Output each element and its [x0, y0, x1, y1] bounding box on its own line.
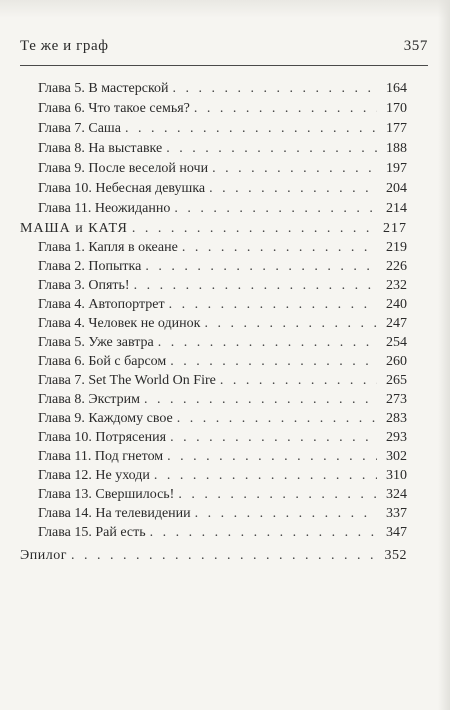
toc-entry-title: Глава 11. Под гнетом — [38, 449, 164, 464]
toc-entry — [38, 390, 407, 410]
toc-entry-title: Глава 8. Экстрим — [38, 392, 140, 407]
dot-leader — [212, 159, 377, 179]
toc-entry — [38, 523, 407, 543]
toc-entry-title: Глава 8. На выставке — [38, 141, 163, 156]
toc-entry-title: Глава 5. Уже завтра — [38, 335, 154, 350]
dot-leader — [71, 546, 377, 566]
toc-part-heading — [20, 219, 407, 239]
toc-entry — [38, 199, 407, 219]
toc-entry — [38, 159, 407, 179]
dot-leader — [170, 352, 377, 372]
toc-entry-page: 310 — [386, 468, 407, 483]
toc-entry — [38, 504, 407, 524]
dot-leader — [132, 219, 377, 239]
toc-entry-title: Глава 15. Рай есть — [38, 525, 146, 540]
toc-entry-title: Глава 7. Set The World On Fire — [38, 373, 216, 388]
toc-entry-page: 226 — [386, 259, 407, 274]
toc-entry-page: 293 — [386, 430, 407, 445]
toc-entry — [38, 99, 407, 119]
toc-entry-title: Глава 2. Попытка — [38, 259, 142, 274]
toc-entry-page: 254 — [386, 335, 407, 350]
toc-entry — [38, 409, 407, 429]
dot-leader — [150, 523, 377, 543]
toc-entry-page: 273 — [386, 392, 407, 407]
part-title-conj: и — [75, 221, 84, 236]
toc-entry-title: Глава 9. После веселой ночи — [38, 161, 209, 176]
dot-leader — [178, 485, 377, 505]
toc-entry-title: Глава 5. В мастерской — [38, 81, 169, 96]
dot-leader — [209, 179, 377, 199]
toc-epilogue — [20, 546, 407, 566]
toc-entry — [38, 295, 407, 315]
toc-entry-page: 188 — [386, 141, 407, 156]
toc-entry-page: 177 — [386, 121, 407, 136]
page-top-shadow — [0, 0, 450, 18]
dot-leader — [166, 139, 377, 159]
toc-entry-title: Глава 6. Бой с барсом — [38, 354, 167, 369]
toc-entry-page: 204 — [386, 181, 407, 196]
dot-leader — [177, 409, 377, 429]
toc-entry — [38, 428, 407, 448]
dot-leader — [194, 99, 377, 119]
toc-entry-title: Глава 3. Опять! — [38, 278, 130, 293]
toc-entry-title: Глава 7. Саша — [38, 121, 121, 136]
toc-entry-title: Глава 12. Не уходи — [38, 468, 150, 483]
toc-entry-page: 337 — [386, 506, 407, 521]
toc-entry-title: Глава 14. На телевидении — [38, 506, 191, 521]
dot-leader — [204, 314, 377, 334]
toc-entry-title: Глава 9. Каждому свое — [38, 411, 173, 426]
toc-entry — [38, 79, 407, 99]
toc-entry — [38, 276, 407, 296]
dot-leader — [170, 428, 377, 448]
dot-leader — [174, 199, 377, 219]
toc-entry — [38, 352, 407, 372]
dot-leader — [144, 390, 377, 410]
toc-entry-page: 283 — [386, 411, 407, 426]
toc-entry-title: Глава 4. Человек не одинок — [38, 316, 201, 331]
dot-leader — [158, 333, 377, 353]
dot-leader — [195, 504, 377, 524]
toc-entry-page: 214 — [386, 201, 407, 216]
running-title: Те же и граф — [20, 38, 109, 54]
toc-entry-page: 347 — [386, 525, 407, 540]
page-number: 357 — [403, 38, 428, 54]
dot-leader — [182, 238, 377, 258]
dot-leader — [125, 119, 377, 139]
toc-entry-page: 197 — [386, 161, 407, 176]
toc-entry — [38, 447, 407, 467]
toc-entry — [38, 179, 407, 199]
toc-entry — [38, 333, 407, 353]
epilogue-page: 352 — [384, 548, 407, 563]
dot-leader — [220, 371, 377, 391]
toc-entry-title: Глава 13. Свершилось! — [38, 487, 175, 502]
dot-leader — [154, 466, 377, 486]
toc-entry — [38, 466, 407, 486]
toc-entry-page: 302 — [386, 449, 407, 464]
toc-entry-page: 164 — [386, 81, 407, 96]
dot-leader — [169, 295, 377, 315]
toc-entry-title: Глава 11. Неожиданно — [38, 201, 171, 216]
toc-entry-title: Глава 10. Потрясения — [38, 430, 167, 445]
page-edge-shadow — [438, 0, 450, 710]
toc-entry-page: 324 — [386, 487, 407, 502]
toc-entry-page: 240 — [386, 297, 407, 312]
toc-entry-page: 247 — [386, 316, 407, 331]
toc-entry — [38, 139, 407, 159]
part-page: 217 — [383, 221, 407, 236]
dot-leader — [145, 257, 377, 277]
dot-leader — [173, 79, 377, 99]
toc-entry — [38, 119, 407, 139]
dot-leader — [167, 447, 377, 467]
toc-entry — [38, 371, 407, 391]
toc-entry — [38, 485, 407, 505]
header-rule — [20, 65, 428, 66]
toc-entry-page: 219 — [386, 240, 407, 255]
toc-entry-title: Глава 6. Что такое семья? — [38, 101, 190, 116]
dot-leader — [134, 276, 377, 296]
toc-entry-title: Глава 4. Автопортрет — [38, 297, 165, 312]
epilogue-title: Эпилог — [20, 548, 67, 563]
toc-entry-page: 260 — [386, 354, 407, 369]
part-title — [20, 219, 128, 239]
part-title-first: МАША — [20, 221, 71, 236]
toc-entry-page: 232 — [386, 278, 407, 293]
toc-entry — [38, 314, 407, 334]
running-head — [20, 38, 428, 58]
toc-entry — [38, 238, 407, 258]
toc-entry-title: Глава 10. Небесная девушка — [38, 181, 206, 196]
toc-entry-page: 170 — [386, 101, 407, 116]
part-title-second: КАТЯ — [88, 221, 128, 236]
toc-entry — [38, 257, 407, 277]
toc-entry-page: 265 — [386, 373, 407, 388]
toc-entry-title: Глава 1. Капля в океане — [38, 240, 178, 255]
